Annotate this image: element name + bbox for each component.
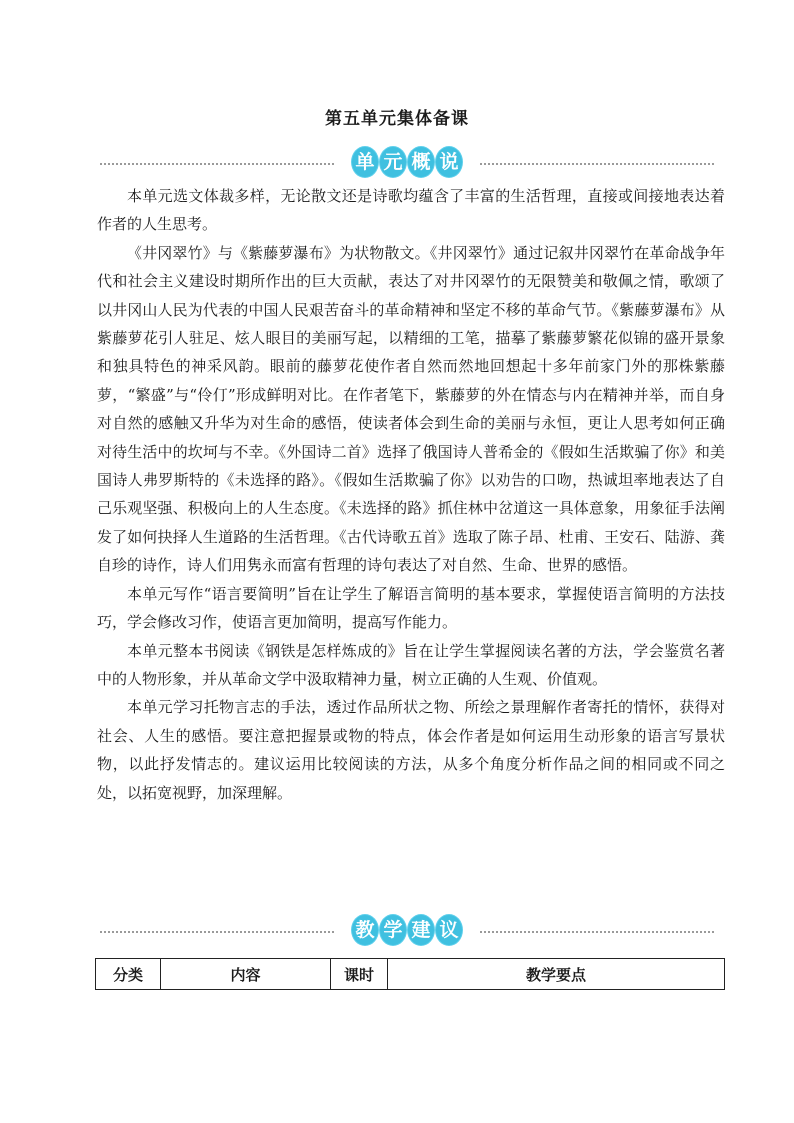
heading-char: 议 (436, 915, 462, 945)
dotted-divider-left (100, 163, 334, 165)
teaching-plan-table (95, 958, 725, 990)
section-heading-overview (352, 147, 462, 177)
section-banner-overview (100, 147, 714, 181)
paragraph: 《井冈翠竹》与《紫藤萝瀑布》为状物散文。《井冈翠竹》通过记叙井冈翠竹在革命战争年代和社会主义建设时期所作出的巨大贡献，表达了对井冈翠竹的无限赞美和敬佩之情，歌颂了以井冈山人民为代表的中国人民艰苦奋斗的革命精神和坚定不移的革命气节。《紫藤萝瀑布》从紫藤萝花引人驻足、炫人眼目的美丽写起，以精细的工笔，描摹了紫藤萝繁花似锦的盛开景象和独具特色的神采风韵。眼前的藤萝花使作者自然而然地回想起十多年前家门外的那株紫藤萝，“繁盛”与“伶仃”形成鲜明对比。在作者笔下，紫藤萝的外在情态与内在精神并举，而自身对自然的感触又升华为对生命的感悟，使读者体会到生命的美丽与永恒，更让人思考如何正确对待生活中的坎坷与不幸。《外国诗二首》选择了俄国诗人普希金的《假如生活欺骗了你》和美国诗人弗罗斯特的《未选择的路》。《假如生活欺骗了你》以劝告的口吻，热诚坦率地表达了自己乐观坚强、积极向上的人生态度。《未选择的路》抓住林中岔道这一具体意象，用象征手法阐发了如何抉择人生道路的生活哲理。《古代诗歌五首》选取了陈子昂、杜甫、王安石、陆游、龚自珍的诗作，诗人们用隽永而富有哲理的诗句表达了对自然、生命、世界的感悟。 (97, 243, 725, 575)
dotted-divider-right (480, 931, 714, 933)
header-content: 内容 (161, 959, 331, 990)
page-title: 第五单元集体备课 (325, 109, 469, 129)
paragraph: 本单元写作“语言要简明”旨在让学生了解语言简明的基本要求，掌握使语言简明的方法技巧，学会修改习作，使语言更加简明，提高写作能力。 (97, 584, 725, 632)
paragraph: 本单元整本书阅读《钢铁是怎样炼成的》旨在让学生掌握阅读名著的方法，学会鉴赏名著中的人物形象，并从革命文学中汲取精神力量，树立正确的人生观、价值观。 (97, 641, 725, 688)
heading-char: 单 (352, 147, 378, 177)
heading-char: 学 (380, 915, 406, 945)
dotted-divider-left (100, 931, 334, 933)
header-category: 分类 (96, 959, 161, 990)
section-banner-suggestions (100, 915, 714, 949)
heading-char: 元 (380, 147, 406, 177)
heading-char: 说 (436, 147, 462, 177)
header-periods: 课时 (331, 959, 388, 990)
heading-char: 概 (408, 147, 434, 177)
heading-char: 建 (408, 915, 434, 945)
header-key-points: 教学要点 (388, 959, 725, 990)
heading-char: 教 (352, 915, 378, 945)
dotted-divider-right (480, 163, 714, 165)
paragraph: 本单元选文体裁多样，无论散文还是诗歌均蕴含了丰富的生活哲理，直接或间接地表达着作者的人生思考。 (97, 187, 725, 234)
paragraph: 本单元学习托物言志的手法，透过作品所状之物、所绘之景理解作者寄托的情怀，获得对社会、人生的感悟。要注意把握景或物的特点，体会作者是如何运用生动形象的语言写景状物，以此抒发情志的。建议运用比较阅读的方法，从多个角度分析作品之间的相同或不同之处，以拓宽视野，加深理解。 (97, 698, 725, 802)
section-heading-suggestions (352, 915, 462, 945)
table-header-row (96, 959, 725, 990)
overview-body (97, 182, 725, 807)
